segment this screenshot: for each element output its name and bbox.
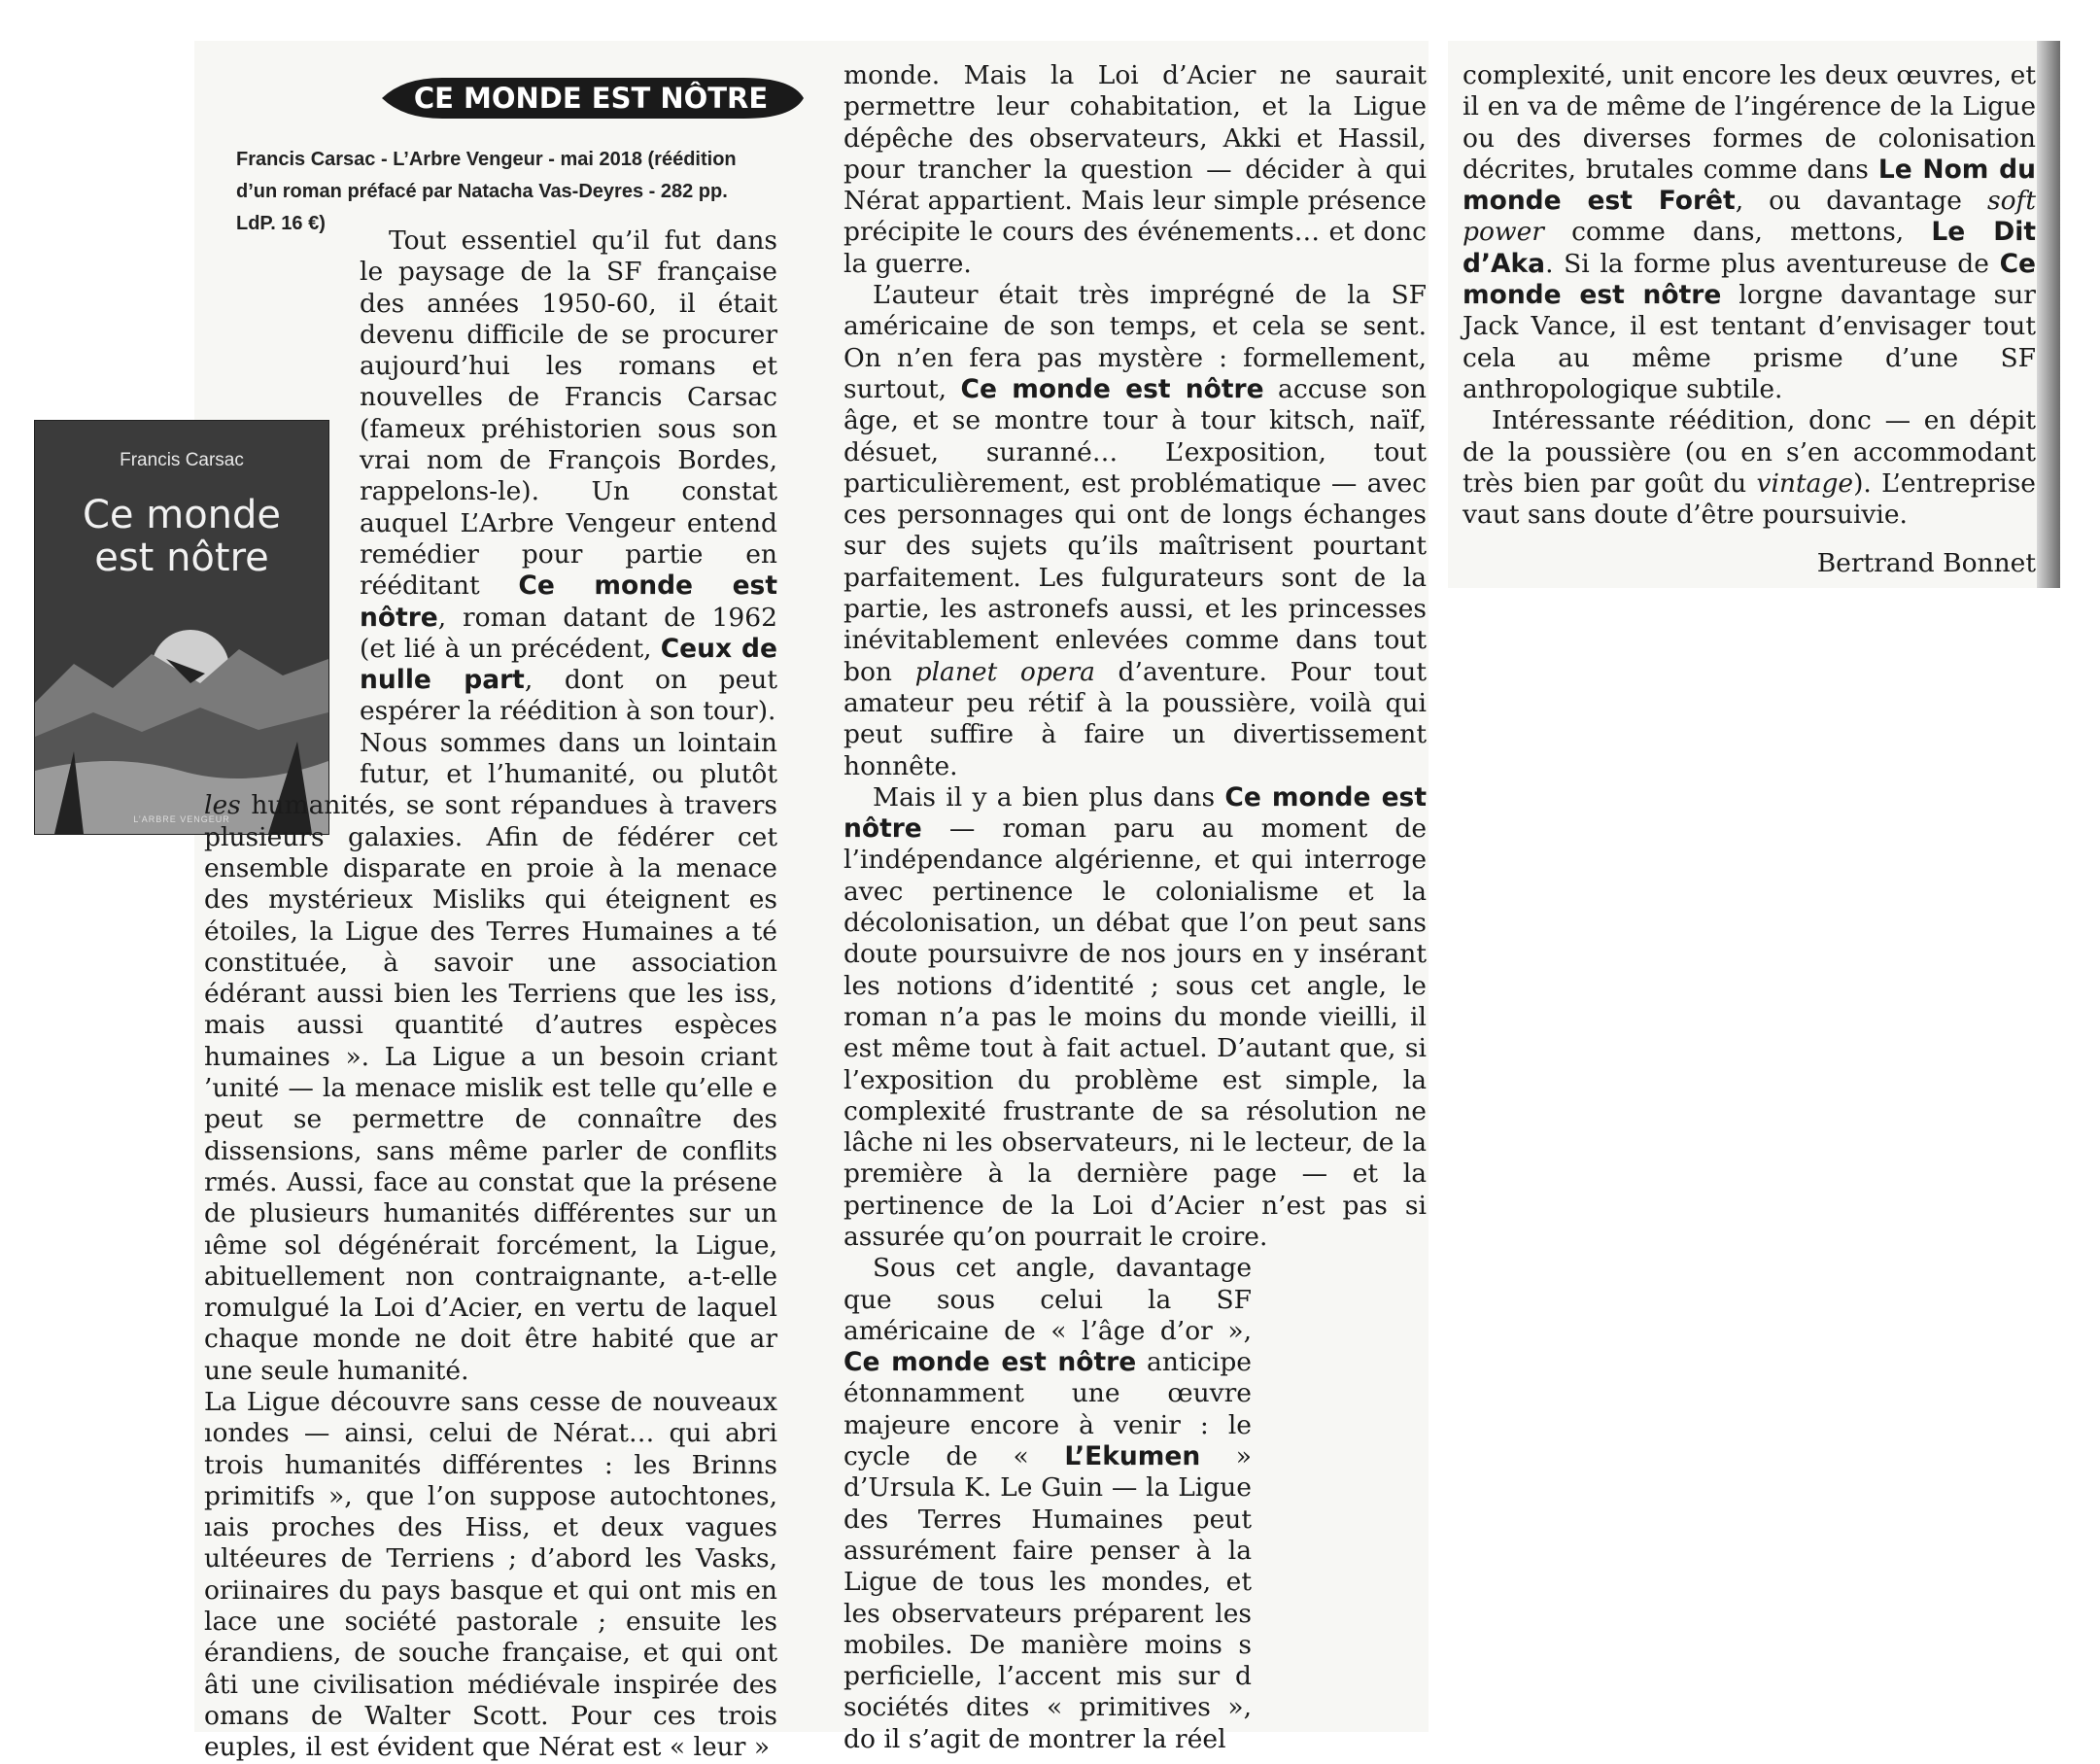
column-2 [843,60,1427,1754]
article-title: CE MONDE EST NÔTRE [413,82,769,115]
col2-paragraph-1: monde. Mais la Loi d’Acier ne saurait permettre leur cohabitation, et la Ligue dépêche des observateurs, Akki et Hassil, pour trancher la question — décider à qui Nérat appartient. Mais leur simple présence précipite le cours des événements… et donc la guerre. [843,60,1427,279]
cover-title-line-1: Ce monde [82,493,282,537]
cover-author: Francis Carsac [120,450,244,470]
col1-paragraph-2: Nous sommes dans un lointain futur, et l’humanité, ou plutôt les humanités, se sont répandues à travers plusieurs galaxies. Afin de fédérer cet ensemble disparate en proie à la menace des mystérieux Misliks qui éteignent es étoiles, la Ligue des Terres Humaines a té constituée, à savoir une association édérant aussi bien les Terriens que les iss, mais aussi quantité d’autres espèces humaines ». La Ligue a un besoin criant ’unité — la menace mislik est telle qu’elle e peut se permettre de connaître des dissensions, sans même parler de conflits rmés. Aussi, face au constat que la présene de plusieurs humanités différentes sur un ıême sol dégénérait forcément, la Ligue, abituellement non contraignante, a-t-elle romulgué la Loi d’Acier, en vertu de laquel chaque monde ne doit être habité que ar une seule humanité. [204,727,777,1386]
col3-paragraph-1: complexité, unit encore les deux œuvres, et il en va de même de l’ingérence de la Ligue ou des diverses formes de colonisation décrites, brutales comme dans Le Nom du monde est Forêt, ou davantage soft power comme dans, mettons, Le Dit d’Aka. Si la forme plus aventureuse de Ce monde est nôtre lorgne davantage sur Jack Vance, il est tentant d’envisager tout cela au même prisme d’une SF anthropologique subtile. [1463,60,2036,404]
page-edge-shadow [2037,41,2060,588]
cover-publisher: L’ARBRE VENGEUR [133,814,230,824]
col3-paragraph-2: Intéressante réédition, donc — en dépit de la poussière (ou en s’en accommodant très bien par goût du vintage). L’entreprise vaut sans doute d’être poursuivie. [1463,405,2036,531]
col2-paragraph-3: Mais il y a bien plus dans Ce monde est nôtre — roman paru au moment de l’indépendance algérienne, et qui interroge avec pertinence le colonialisme et la décolonisation, un débat que l’on peut sans doute poursuivre de nos jours en y insérant les notions d’identité ; sous cet angle, le roman n’a pas le moins du monde vieilli, il est même tout à fait actuel. D’autant que, si l’exposition du problème est simple, la complexité frustrante de sa résolution ne lâche ni les observateurs, ni le lecteur, de la première à la dernière page — et la pertinence de la Loi d’Acier n’est pas si assurée qu’on pourrait le croire. [843,781,1427,1252]
book-reference: Francis Carsac - L’Arbre Vengeur - mai 2018 (réédition d’un roman préfacé par Natacha Vas-Deyres - 282 pp. LdP. 16 €) [236,149,737,234]
title-banner [374,74,808,122]
cover-title-line-2: est nôtre [94,536,269,580]
author-signature: Bertrand Bonnet [1816,548,2036,579]
col1-paragraph-3: La Ligue découvre sans cesse de nouveaux ıondes — ainsi, celui de Nérat… qui abri trois humanités différentes : les Brinns primitifs », que l’on suppose autochtones, ıais proches des Hiss, et deux vagues ultéeures de Terriens ; d’abord les Vasks, oriinaires du pays basque et qui ont mis en lace une société pastorale ; ensuite les érandiens, de souche française, et qui ont âti une civilisation médiévale inspirée des omans de Walter Scott. Pour ces trois euples, il est évident que Nérat est « leur » [204,1386,777,1763]
col1-paragraph-1: Tout essentiel qu’il fut dans le paysage de la SF française des années 1950-60, il était devenu difficile de se procurer aujourd’hui les romans et nouvelles de Francis Carsac (fameux préhistorien sous son vrai nom de François Bordes, rappelons-le). Un constat auquel L’Arbre Vengeur entend remédier pour partie en rééditant Ce monde est nôtre, roman datant de 1962 (et lié à un précédent, Ceux de nulle part, dont on peut espérer la réédition à son tour). [360,225,778,727]
column-1 [204,225,778,1763]
column-3 [1463,60,2036,585]
col2-paragraph-4: Sous cet angle, davantage que sous celui la SF américaine de « l’âge d’or », Ce monde est nôtre anticipe étonnamment une œuvre majeure encore à venir : le cycle de « L’Ekumen » d’Ursula K. Le Guin — la Ligue des Terres Humaines peut assurément faire penser à la Ligue de tous les mondes, et les observateurs préparent les mobiles. De manière moins s perficielle, l’accent mis sur d sociétés dites « primitives », do il s’agit de montrer la réel [843,1253,1252,1754]
cover-float-space [204,381,360,787]
col2-paragraph-2: L’auteur était très imprégné de la SF américaine de son temps, et cela se sent. On n’en fera pas mystère : formellement, surtout, Ce monde est nôtre accuse son âge, et se montre tour à tour kitsch, naïf, désuet, suranné… L’exposition, tout particulièrement, est problématique — avec ces personnages qui ont de longs échanges sur des sujets qu’ils maîtrisent pourtant parfaitement. Les fulgurateurs sont de la partie, les astronefs aussi, et les princesses inévitablement enlevées comme dans tout bon planet opera d’aventure. Pour tout amateur peu rétif à la poussière, voilà qui peut suffire à faire un divertissement honnête. [843,280,1427,781]
